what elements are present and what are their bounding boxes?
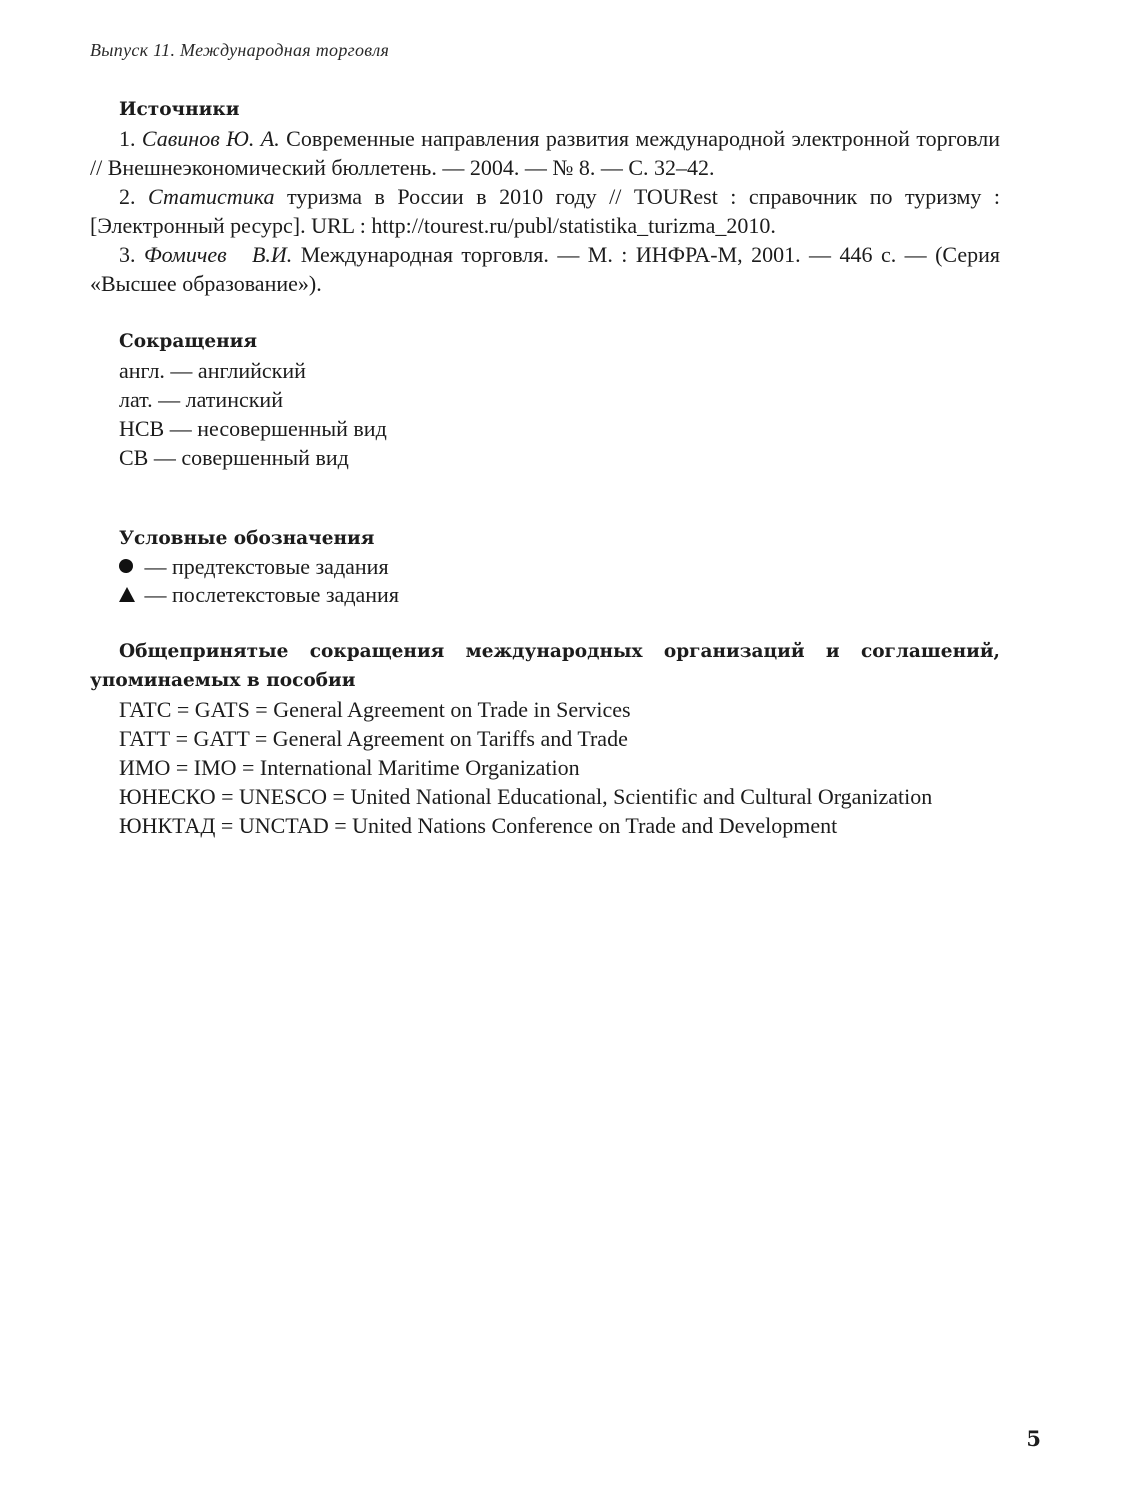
symbols-section [90, 524, 1000, 609]
page-content [90, 95, 1000, 840]
source-text: Современные направления развития международной электронной торговли // Внешнеэкономический бюллетень. — 2004. — № 8. — С. 32–42. [90, 126, 1000, 180]
symbol-item [90, 581, 1000, 609]
source-author: Савинов Ю. А. [141, 126, 280, 151]
abbreviation-item: лат. — латинский [119, 387, 283, 412]
symbol-text: — предтекстовые задания [144, 554, 389, 579]
abbreviation-item: англ. — английский [119, 358, 306, 383]
organization-item: ЮНЕСКО = UNESCO = United National Educational, Scientific and Cultural Organization [119, 784, 933, 809]
symbol-item [90, 553, 1000, 581]
abbreviations-heading: Сокращения [119, 331, 258, 352]
source-text: туризма в России в 2010 году // TOURest : справочник по туризму : [Электронный ресурс]. URL : http://tourest.ru/publ/statistika_turizma_2010. [90, 184, 1001, 238]
symbol-text: — послетекстовые задания [144, 582, 399, 607]
source-item [90, 240, 1000, 298]
sources-section [90, 95, 1000, 298]
symbols-heading: Условные обозначения [119, 528, 375, 549]
source-author: Фомичев В.И. [143, 242, 293, 267]
circle-icon [119, 553, 139, 581]
organization-item: ЮНКТАД = UNCTAD = United Nations Conference on Trade and Development [119, 813, 838, 838]
source-number: 2. [119, 184, 136, 209]
organization-item: ИМО = IMO = International Maritime Organization [119, 755, 580, 780]
source-number: 1. [119, 126, 136, 151]
organization-item: ГАТТ = GATT = General Agreement on Tariffs and Trade [119, 726, 628, 751]
page-number: 5 [1026, 1426, 1041, 1451]
source-number: 3. [119, 242, 136, 267]
sources-heading: Источники [119, 99, 240, 120]
organizations-section [90, 637, 1000, 840]
abbreviation-item: СВ — совершенный вид [119, 445, 349, 470]
source-item [90, 182, 1000, 240]
organization-item: ГАТС = GATS = General Agreement on Trade in Services [119, 697, 631, 722]
abbreviations-section [90, 327, 1000, 472]
source-item [90, 124, 1000, 182]
running-head: Выпуск 11. Международная торговля [90, 40, 390, 60]
abbreviation-item: НСВ — несовершенный вид [119, 416, 387, 441]
source-author: Статистика [148, 184, 275, 209]
organizations-heading: Общепринятые сокращения международных организаций и соглашений, упоминаемых в пособии [90, 641, 1000, 691]
triangle-icon [119, 581, 139, 609]
source-text: Международная торговля. — М. : ИНФРА-М, 2001. — 446 с. — (Серия «Высшее образование»). [90, 242, 1001, 296]
